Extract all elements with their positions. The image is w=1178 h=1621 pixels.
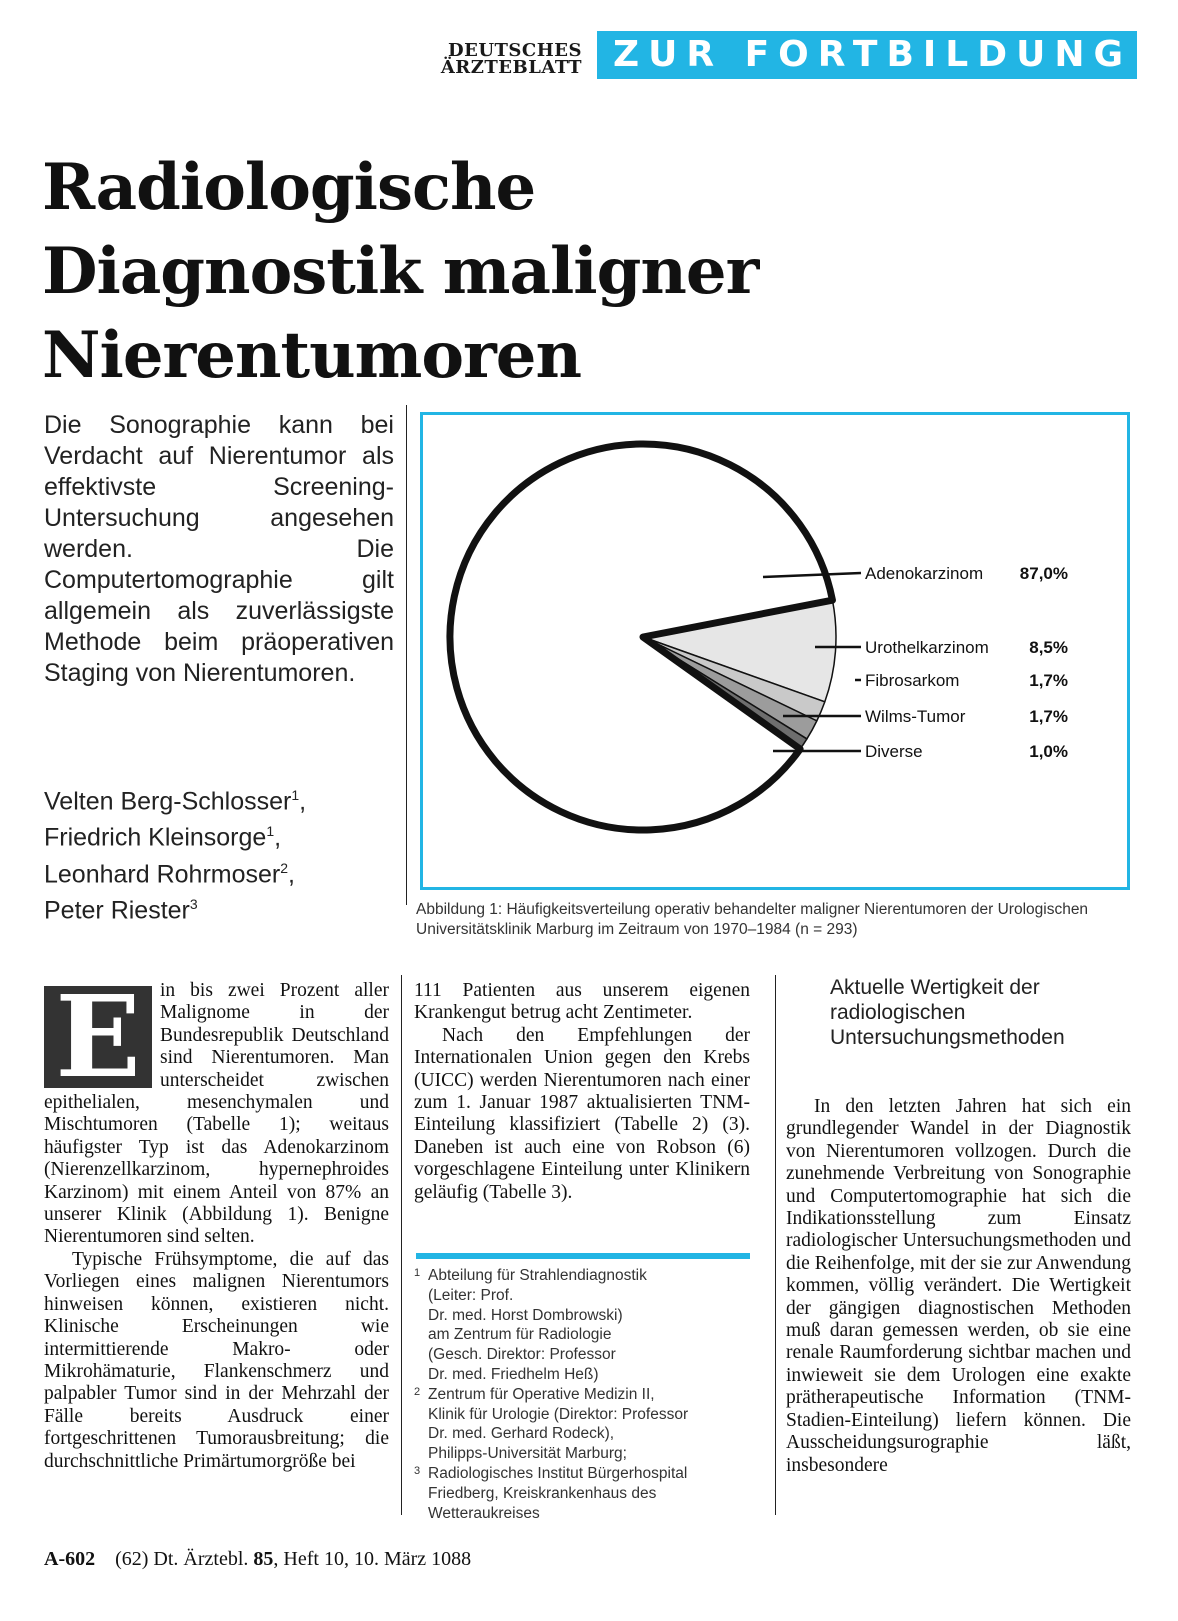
body-paragraph: Nach den Empfehlungen der Internationalen Union gegen den Krebs (UICC) werden Nierentumoren nach einer zum 1. Januar 1987 aktualisierten TNM-Einteilung klassifiziert (Tabelle 2) (3). Daneben ist auch eine von Robson (6) vorgeschlagene Einteilung unter Klinikern geläufig (Tabelle 3). xyxy=(414,1024,750,1203)
author-affiliation: 3 xyxy=(189,895,198,912)
legend-label: Wilms-Tumor xyxy=(865,707,966,726)
footnote-line: Radiologisches Institut Bürgerhospital xyxy=(428,1464,688,1482)
body-paragraph: 111 Patienten aus unserem eigenen Krankengut betrug acht Zentimeter. xyxy=(414,980,750,1024)
footnote-line: am Zentrum für Radiologie xyxy=(428,1326,612,1344)
author-separator: , xyxy=(299,787,307,816)
footnote xyxy=(414,1464,750,1523)
section-heading: Aktuelle Wertigkeit der radiologischen Untersuchungsmethoden xyxy=(830,976,1065,1049)
volume-number: 85 xyxy=(253,1548,274,1570)
legend-label: Diverse xyxy=(865,742,923,761)
title-line-3: Nierentumoren xyxy=(42,318,581,393)
article-title xyxy=(42,146,922,398)
author xyxy=(44,780,394,816)
legend-label: Adenokarzinom xyxy=(865,564,984,583)
author xyxy=(44,853,394,889)
page-footer xyxy=(44,1548,644,1571)
legend-value: 8,5% xyxy=(1029,638,1068,657)
body-column-3 xyxy=(786,1096,1131,1477)
footnote xyxy=(414,1385,750,1464)
footnote-line: Dr. med. Horst Dombrowski) xyxy=(428,1306,623,1324)
author-separator: , xyxy=(274,823,282,852)
author-affiliation: 2 xyxy=(280,859,289,876)
footnote-line: Klinik für Urologie (Direktor: Professor xyxy=(428,1405,689,1423)
footnote-line: Zentrum für Operative Medizin II, xyxy=(428,1385,655,1403)
author-separator: , xyxy=(288,859,295,888)
page-number: A-602 xyxy=(44,1548,96,1570)
legend-value: 1,7% xyxy=(1029,671,1068,690)
author-affiliation: 1 xyxy=(291,787,300,803)
footnote-line: Dr. med. Friedhelm Heß) xyxy=(428,1365,599,1383)
lead-paragraph: Die Sonographie kann bei Verdacht auf Nierentumor als effektivste Screening-Untersuchung angesehen werden. Die Computertomographie gilt allgemein als zuverlässigste Methode beim präoperativen Staging von Nierentumoren. xyxy=(44,411,394,687)
footnote-number: 1 xyxy=(414,1267,421,1279)
column-divider xyxy=(406,405,407,905)
author-name: Peter Riester xyxy=(44,896,190,925)
figure-pie-chart xyxy=(420,412,1130,890)
footnote-line: Friedberg, Kreiskrankenhaus des xyxy=(428,1484,657,1502)
author xyxy=(44,889,394,925)
author-name: Leonhard Rohrmoser xyxy=(44,859,281,888)
drop-cap: E xyxy=(44,986,152,1088)
body-paragraph: in bis zwei Prozent aller Malignome in der Bundesrepublik Deutschland sind Nierentumoren. Man unterscheidet zwischen epithelialen, mesenchymalen und Mischtumoren (Tabelle 1); weitaus häufigster Typ ist das Adenokarzinom (Nierenzellkarzinom, hypernephroides Karzinom) mit einem Anteil von 87% an unserer Klinik (Abbildung 1). Benigne Nierentumoren sind selten. xyxy=(44,980,389,1248)
section-banner: ZUR FORTBILDUNG xyxy=(597,31,1137,79)
author-name: Velten Berg-Schlosser xyxy=(44,787,292,816)
legend-value: 1,0% xyxy=(1029,742,1068,761)
legend-label: Fibrosarkom xyxy=(865,671,960,690)
footnote-number: 3 xyxy=(414,1464,421,1477)
legend-label: Urothelkarzinom xyxy=(865,638,989,657)
legend-value: 87,0% xyxy=(1019,564,1068,583)
body-column-2 xyxy=(414,980,750,1204)
body-paragraph: Typische Frühsymptome, die auf das Vorliegen eines malignen Nierentumors hinweisen können, existieren nicht. Klinische Erscheinungen wie intermittierende Makro- oder Mikrohämaturie, Flankenschmerz und palpabler Tumor sind in der Mehrzahl der Fälle bereits Ausdruck einer fortgeschrittenen Tumorausbreitung; die durchschnittliche Primärtumorgröße bei xyxy=(44,1248,389,1472)
footnotes xyxy=(414,1266,750,1523)
brand-line-2: ÄRZTEBLATT xyxy=(440,57,582,78)
journal-brand xyxy=(412,42,582,76)
author-name: Friedrich Kleinsorge xyxy=(44,823,267,852)
body-column-1 xyxy=(44,972,389,1473)
footnote-line: (Leiter: Prof. xyxy=(428,1286,514,1304)
brand-line-1: DEUTSCHES xyxy=(448,40,582,61)
title-line-2: Diagnostik maligner xyxy=(42,234,759,309)
footnote-line: (Gesch. Direktor: Professor xyxy=(428,1346,616,1364)
footnote-line: Philipps-Universität Marburg; xyxy=(428,1445,627,1463)
author-list xyxy=(44,780,394,925)
footnote-number: 2 xyxy=(414,1385,421,1398)
title-line-1: Radiologische xyxy=(42,150,536,225)
issue-prefix: (62) Dt. Ärztebl. xyxy=(115,1548,249,1570)
issue-suffix: , Heft 10, 10. März 1088 xyxy=(273,1548,472,1570)
footnote xyxy=(414,1266,750,1385)
column-divider xyxy=(775,975,776,1515)
author-affiliation: 1 xyxy=(266,823,275,840)
pie-chart xyxy=(423,415,1127,887)
footnote-line: Abteilung für Strahlendiagnostik xyxy=(428,1267,647,1284)
author xyxy=(44,816,394,852)
footnote-rule xyxy=(416,1253,750,1259)
column-divider xyxy=(401,975,402,1515)
legend-value: 1,7% xyxy=(1029,707,1068,726)
footnote-line: Dr. med. Gerhard Rodeck), xyxy=(428,1425,615,1443)
footnote-line: Wetteraukreises xyxy=(428,1504,540,1522)
figure-caption: Abbildung 1: Häufigkeitsverteilung operativ behandelter maligner Nierentumoren der Urologischen Universitätsklinik Marburg im Zeitraum von 1970–1984 (n = 293) xyxy=(416,901,1089,938)
body-paragraph: In den letzten Jahren hat sich ein grundlegender Wandel in der Diagnostik von Nierentumoren vollzogen. Durch die zunehmende Verbreitung von Sonographie und Computertomographie hat sich die Indikationsstellung zum Einsatz radiologischer Untersuchungsmethoden und die Reihenfolge, mit der sie zur Anwendung kommen, völlig verändert. Die Wertigkeit der gängigen diagnostischen Methoden muß daran gemessen werden, ob sie eine renale Raumforderung sichtbar machen und inwieweit sie dem Urologen eine exakte prätherapeutische Information (TNM-Stadien-Einteilung) liefern können. Die Ausscheidungsurographie läßt, insbesondere xyxy=(786,1096,1131,1476)
